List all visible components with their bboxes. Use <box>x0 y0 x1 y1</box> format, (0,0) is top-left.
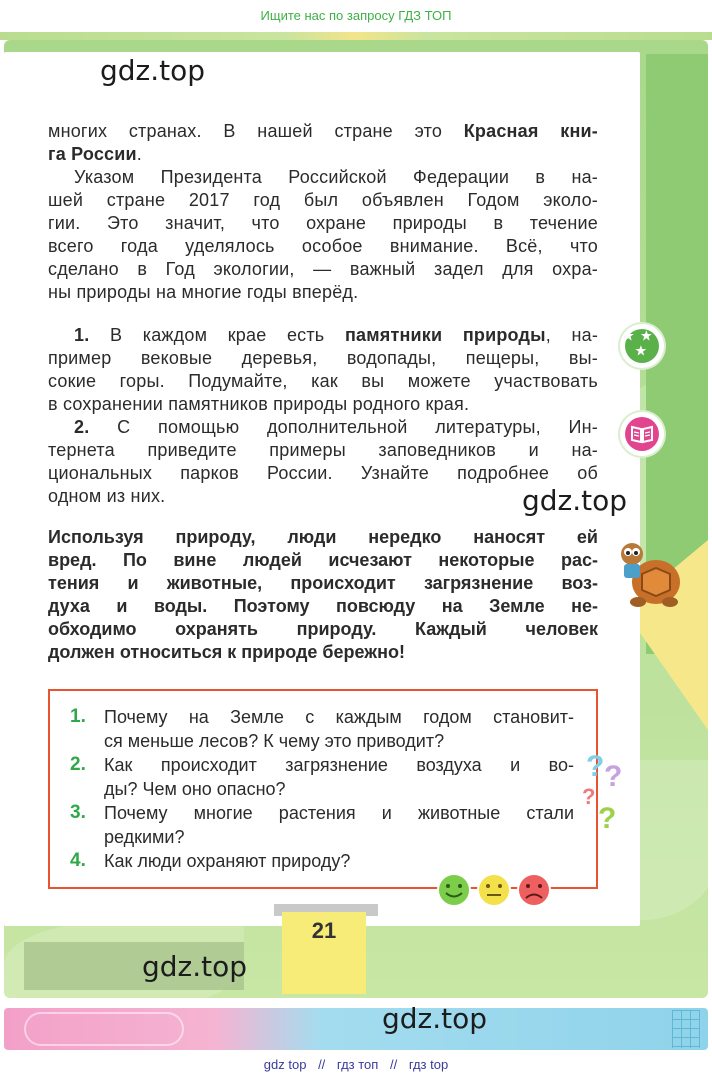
svg-text:?: ? <box>586 750 605 783</box>
smile-green-icon <box>438 874 470 906</box>
page-number: 21 <box>311 918 337 943</box>
text-line: Используя природу, люди нередко наносят ей <box>48 527 598 547</box>
footer-link[interactable]: gdz top <box>263 1057 307 1072</box>
smiles-group <box>436 872 554 908</box>
smile-yellow-icon <box>478 874 510 906</box>
next-page-strip <box>4 1008 708 1050</box>
text-line: всего года уделялось особое внимание. Всё, что <box>48 236 598 256</box>
footer <box>0 1054 712 1082</box>
footer-link[interactable]: гдз топ <box>336 1057 379 1072</box>
text-line: гии. Это значит, что охране природы в течение <box>48 213 598 233</box>
text-line: духа и воды. Поэтому повсюду на Земле не- <box>48 596 598 616</box>
question-line: редкими? <box>104 827 185 847</box>
term-nature-monuments: памятники природы <box>344 325 546 345</box>
smile-red-icon <box>518 874 550 906</box>
conclusion-block <box>48 526 598 664</box>
text-line: сокие горы. Подумайте, как вы можете участвовать <box>48 371 598 391</box>
text-fragment: , на- <box>545 325 599 345</box>
question-number: 1. <box>70 706 86 727</box>
question-number: 3. <box>70 802 86 823</box>
text-line: обходимо охранять природу. Каждый человек <box>48 619 598 639</box>
paragraph-1 <box>48 120 598 166</box>
turtle-icon <box>612 538 682 610</box>
watermark: gdz.top <box>382 1002 488 1035</box>
text-line: Указом Президента Российской Федерации в на- <box>74 167 598 187</box>
question-line: ся меньше лесов? К чему это приводит? <box>104 731 445 751</box>
task-2 <box>48 416 598 508</box>
question-line: Как происходит загрязнение воздуха и во- <box>104 755 574 775</box>
text-line: пример вековые деревья, водопады, пещеры, вы- <box>48 348 598 368</box>
text-line: ны природы на многие годы вперёд. <box>48 282 359 302</box>
footer-separator: // <box>318 1057 326 1072</box>
text-line: шей стране 2017 год был объявлен Годом эколо- <box>48 190 598 210</box>
text-line: тения и животные, происходит загрязнение воз- <box>48 573 598 593</box>
question-number: 2. <box>70 754 86 775</box>
task-1 <box>48 324 598 416</box>
footer-separator: // <box>389 1057 398 1072</box>
text-line: должен относиться к природе бережно! <box>48 642 405 662</box>
watermark: gdz.top <box>522 484 628 517</box>
question-line: Почему многие растения и животные стали <box>104 803 574 823</box>
book-icon <box>620 412 664 456</box>
text-fragment: С помощью дополнительной литературы, Ин- <box>117 417 599 437</box>
svg-text:?: ? <box>598 802 617 830</box>
text-fragment: В каждом крае есть <box>109 325 345 345</box>
question-line: Почему на Земле с каждым годом становит- <box>104 707 574 727</box>
question-number: 4. <box>70 850 86 871</box>
task-number: 1. <box>74 325 90 345</box>
grid-decoration <box>672 1010 700 1048</box>
text-line: вред. По вине людей исчезают некоторые рас- <box>48 550 598 570</box>
task-number: 2. <box>74 417 90 437</box>
watermark: gdz.top <box>142 950 248 983</box>
term-red-book-end: га России <box>48 144 137 164</box>
text-line: циональных парков России. Узнайте подробнее об <box>48 463 598 483</box>
text-line: сделано в Год экологии, — важный задел для охра- <box>48 259 598 279</box>
questions-box <box>48 689 598 889</box>
stars-icon <box>620 324 664 368</box>
top-stripe <box>0 32 712 40</box>
question-line: ды? Чем оно опасно? <box>104 779 286 799</box>
question-line: Как люди охраняют природу? <box>104 851 351 871</box>
svg-text:?: ? <box>604 760 623 793</box>
watermark: gdz.top <box>100 54 206 87</box>
text-line: тернета приведите примеры заповедников и на- <box>48 440 598 460</box>
text-fragment: многих странах. В нашей стране это <box>48 121 464 141</box>
circle-decoration <box>24 1012 184 1046</box>
question-marks-icon <box>580 746 636 830</box>
text-fragment: . <box>136 144 142 164</box>
svg-text:?: ? <box>582 784 596 809</box>
term-red-book: Красная кни- <box>463 121 598 141</box>
text-line: в сохранении памятников природы родного края. <box>48 394 470 414</box>
paragraph-2 <box>48 166 598 304</box>
text-line: одном из них. <box>48 486 166 506</box>
top-banner[interactable]: Ищите нас по запросу ГДЗ ТОП <box>0 0 712 32</box>
footer-link[interactable]: гдз top <box>408 1057 449 1072</box>
